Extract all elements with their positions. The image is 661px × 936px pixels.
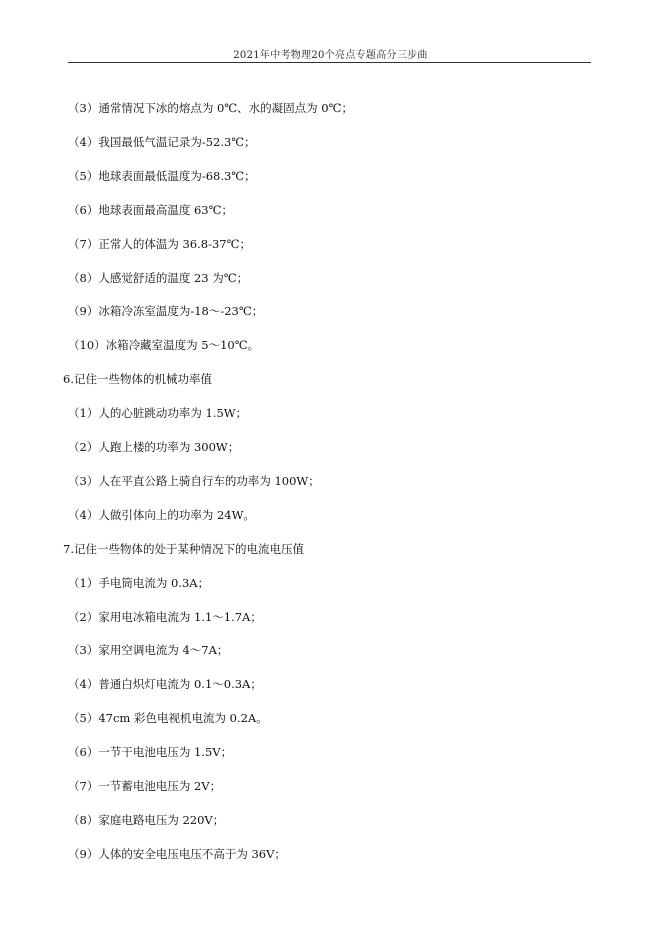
- list-item: （3）家用空调电流为 4～7A；: [68, 643, 229, 658]
- list-item: （1）手电筒电流为 0.3A；: [68, 575, 210, 590]
- list-item: （5）地球表面最低温度为-68.3℃；: [68, 168, 256, 183]
- list-item: （3）人在平直公路上骑自行车的功率为 100W；: [68, 473, 320, 488]
- list-item: （7）一节蓄电池电压为 2V；: [68, 779, 222, 793]
- list-item: （6）地球表面最高温度 63℃；: [68, 202, 233, 217]
- list-item: （2）家用电冰箱电流为 1.1～1.7A；: [68, 609, 262, 624]
- section-heading: 7.记住一些物体的处于某种情况下的电流电压值: [63, 541, 304, 556]
- list-item: （8）家庭电路电压为 220V；: [68, 812, 225, 827]
- list-item: （3）通常情况下冰的熔点为 0℃、水的凝固点为 0℃；: [68, 101, 353, 115]
- list-item: （8）人感觉舒适的温度 23 为℃；: [68, 270, 249, 285]
- page-header: 2021年中考物理20个亮点专题高分三步曲: [233, 50, 428, 61]
- list-item: （6）一节干电池电压为 1.5V；: [68, 745, 233, 760]
- list-item: （1）人的心脏跳动功率为 1.5W；: [68, 406, 248, 421]
- section-heading: 6.记住一些物体的机械功率值: [63, 372, 212, 387]
- list-item: （9）冰箱冷冻室温度为-18～-23℃；: [68, 304, 264, 319]
- list-item: （9）人体的安全电压电压不高于为 36V；: [68, 846, 286, 861]
- list-item: （4）我国最低气温记录为-52.3℃；: [68, 134, 256, 149]
- list-item: （5）47cm 彩色电视机电流为 0.2A。: [68, 711, 268, 726]
- list-item: （10）冰箱冷藏室温度为 5～10℃。: [68, 338, 260, 353]
- list-item: （4）人做引体向上的功率为 24W。: [68, 507, 255, 522]
- list-item: （7）正常人的体温为 36.8-37℃；: [68, 236, 251, 251]
- list-item: （4）普通白炽灯电流为 0.1～0.3A；: [68, 677, 262, 692]
- list-item: （2）人跑上楼的功率为 300W；: [68, 440, 240, 454]
